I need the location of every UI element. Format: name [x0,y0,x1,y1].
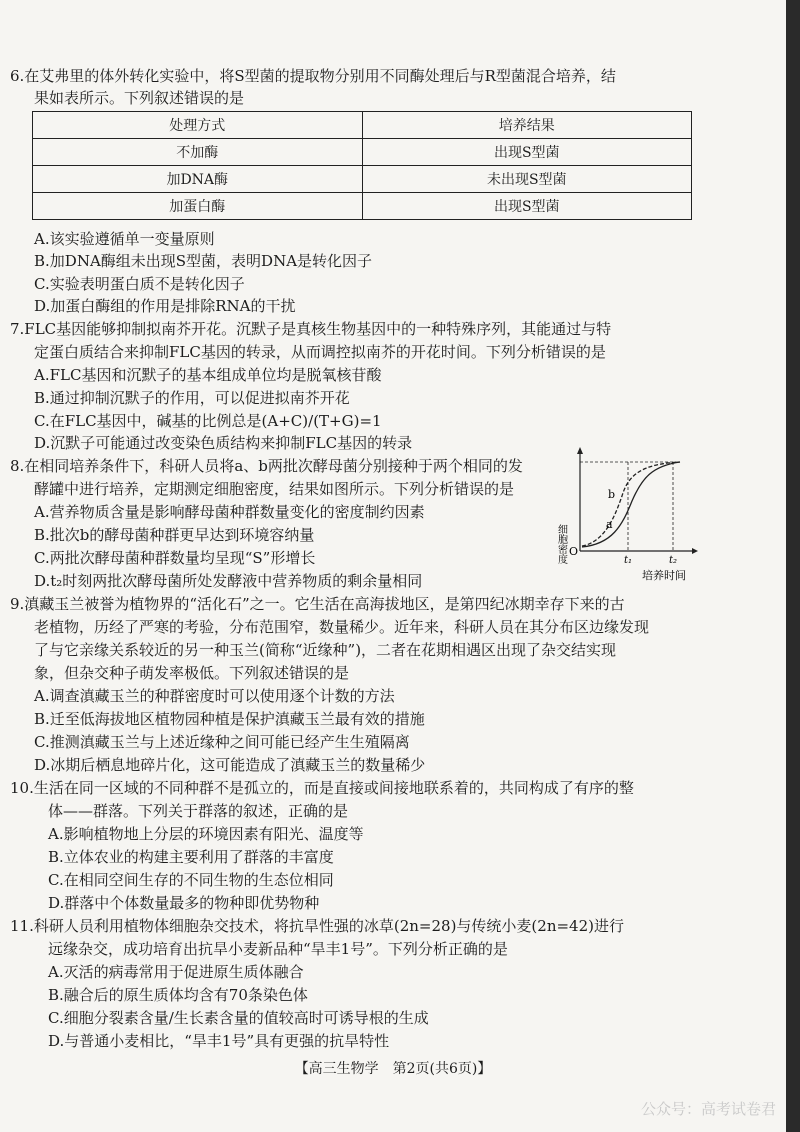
q10-stem-line1: 10.生活在同一区域的不同种群不是孤立的，而是直接或间接地联系着的，共同构成了有序的整 [10,779,634,797]
q11-stem-line2: 远缘杂交，成功培育出抗旱小麦新品种“旱丰1号”。下列分析正确的是 [48,940,508,958]
q9-stem-line1: 9.滇藏玉兰被誉为植物界的“活化石”之一。它生活在高海拔地区，是第四纪冰期幸存下来的古 [10,595,625,613]
q11-option-c: C.细胞分裂素含量/生长素含量的值较高时可诱导根的生成 [48,1009,429,1027]
table-cell: 出现S型菌 [362,193,692,220]
watermark: 公众号：高考试卷君 [640,1100,776,1118]
q9-option-d: D.冰期后栖息地碎片化，这可能造成了滇藏玉兰的数量稀少 [34,756,426,774]
q6-stem-line2: 果如表所示。下列叙述错误的是 [34,89,245,107]
q8-stem-line1: 8.在相同培养条件下，科研人员将a、b两批次酵母菌分别接种于两个相同的发 [10,457,523,475]
q10-option-c: C.在相同空间生存的不同生物的生态位相同 [48,871,334,889]
q10-stem-line2: 体——群落。下列关于群落的叙述，正确的是 [48,802,349,820]
table-cell: 加蛋白酶 [33,193,363,220]
q9-option-b: B.迁至低海拔地区植物园种植是保护滇藏玉兰最有效的措施 [34,710,425,728]
table-cell: 出现S型菌 [362,139,692,166]
x-axis-arrow [692,548,698,554]
q10-option-d: D.群落中个体数量最多的物种即优势物种 [48,894,320,912]
table-header-cell: 处理方式 [33,112,363,139]
table-header-row [33,112,692,139]
q6-stem-line1: 6.在艾弗里的体外转化实验中，将S型菌的提取物分别用不同酶处理后与R型菌混合培养，结 [10,67,616,85]
curve-b-label: b [608,488,616,501]
graph-origin: O [569,545,579,558]
q6-option-d: D.加蛋白酶组的作用是排除RNA的干扰 [34,297,296,315]
q9-stem-line3: 了与它亲缘关系较近的另一种玉兰(简称“近缘种”)，二者在花期相遇区出现了杂交结实现 [34,641,617,659]
scan-edge-shadow [786,0,800,1132]
q11-option-b: B.融合后的原生质体均含有70条染色体 [48,986,308,1004]
q8-option-d: D.t₂时刻两批次酵母菌所处发酵液中营养物质的剩余量相同 [34,572,423,590]
q11-option-d: D.与普通小麦相比，“旱丰1号”具有更强的抗旱特性 [48,1032,390,1050]
q6-option-c: C.实验表明蛋白质不是转化因子 [34,275,245,293]
q8-stem-line2: 酵罐中进行培养，定期测定细胞密度，结果如图所示。下列分析错误的是 [34,480,515,498]
table-row [33,193,692,220]
q7-option-a: A.FLC基因和沉默子的基本组成单位均是脱氧核苷酸 [34,366,382,384]
curve-a [582,462,680,547]
q6-option-b: B.加DNA酶组未出现S型菌，表明DNA是转化因子 [34,252,373,270]
q7-stem-line2: 定蛋白质结合来抑制FLC基因的转录，从而调控拟南芥的开花时间。下列分析错误的是 [34,343,606,361]
q10-option-a: A.影响植物地上分层的环境因素有阳光、温度等 [48,825,364,843]
table-row [33,139,692,166]
graph-ylabel: 细胞密度 [555,524,567,564]
table-header-cell: 培养结果 [362,112,692,139]
table-cell: 加DNA酶 [33,166,363,193]
table-cell: 不加酶 [33,139,363,166]
q8-option-a: A.营养物质含量是影响酵母菌种群数量变化的密度制约因素 [34,503,425,521]
q11-option-a: A.灭活的病毒常用于促进原生质体融合 [48,963,304,981]
q8-growth-graph [555,446,700,586]
table-row [33,166,692,193]
q7-option-c: C.在FLC基因中，碱基的比例总是(A+C)/(T+G)=1 [34,412,382,430]
q7-stem-line1: 7.FLC基因能够抑制拟南芥开花。沉默子是真核生物基因中的一种特殊序列，其能通过与特 [10,320,612,338]
q7-option-d: D.沉默子可能通过改变染色质结构来抑制FLC基因的转录 [34,434,413,452]
page-footer: 【高三生物学 第2页(共6页)】 [294,1061,492,1077]
curve-a-label: a [606,518,613,531]
t1-label: t₁ [624,555,633,566]
y-axis-arrow [577,447,583,454]
q9-stem-line4: 象，但杂交种子萌发率极低。下列叙述错误的是 [34,664,350,682]
q9-option-a: A.调查滇藏玉兰的种群密度时可以使用逐个计数的方法 [34,687,395,705]
q9-option-c: C.推测滇藏玉兰与上述近缘种之间可能已经产生生殖隔离 [34,733,410,751]
t2-label: t₂ [669,555,678,566]
q8-option-c: C.两批次酵母菌种群数量均呈现“S”形增长 [34,549,316,567]
q6-result-table [32,111,692,220]
graph-xlabel: 培养时间 [642,569,686,582]
q6-option-a: A.该实验遵循单一变量原则 [34,230,215,248]
q7-option-b: B.通过抑制沉默子的作用，可以促进拟南芥开花 [34,389,350,407]
q9-stem-line2: 老植物，历经了严寒的考验，分布范围窄，数量稀少。近年来，科研人员在其分布区边缘发现 [34,618,650,636]
q8-option-b: B.批次b的酵母菌种群更早达到环境容纳量 [34,526,315,544]
q11-stem-line1: 11.科研人员利用植物体细胞杂交技术，将抗旱性强的冰草(2n=28)与传统小麦(2n=42)进行 [10,917,624,935]
table-cell: 未出现S型菌 [362,166,692,193]
q10-option-b: B.立体农业的构建主要利用了群落的丰富度 [48,848,334,866]
